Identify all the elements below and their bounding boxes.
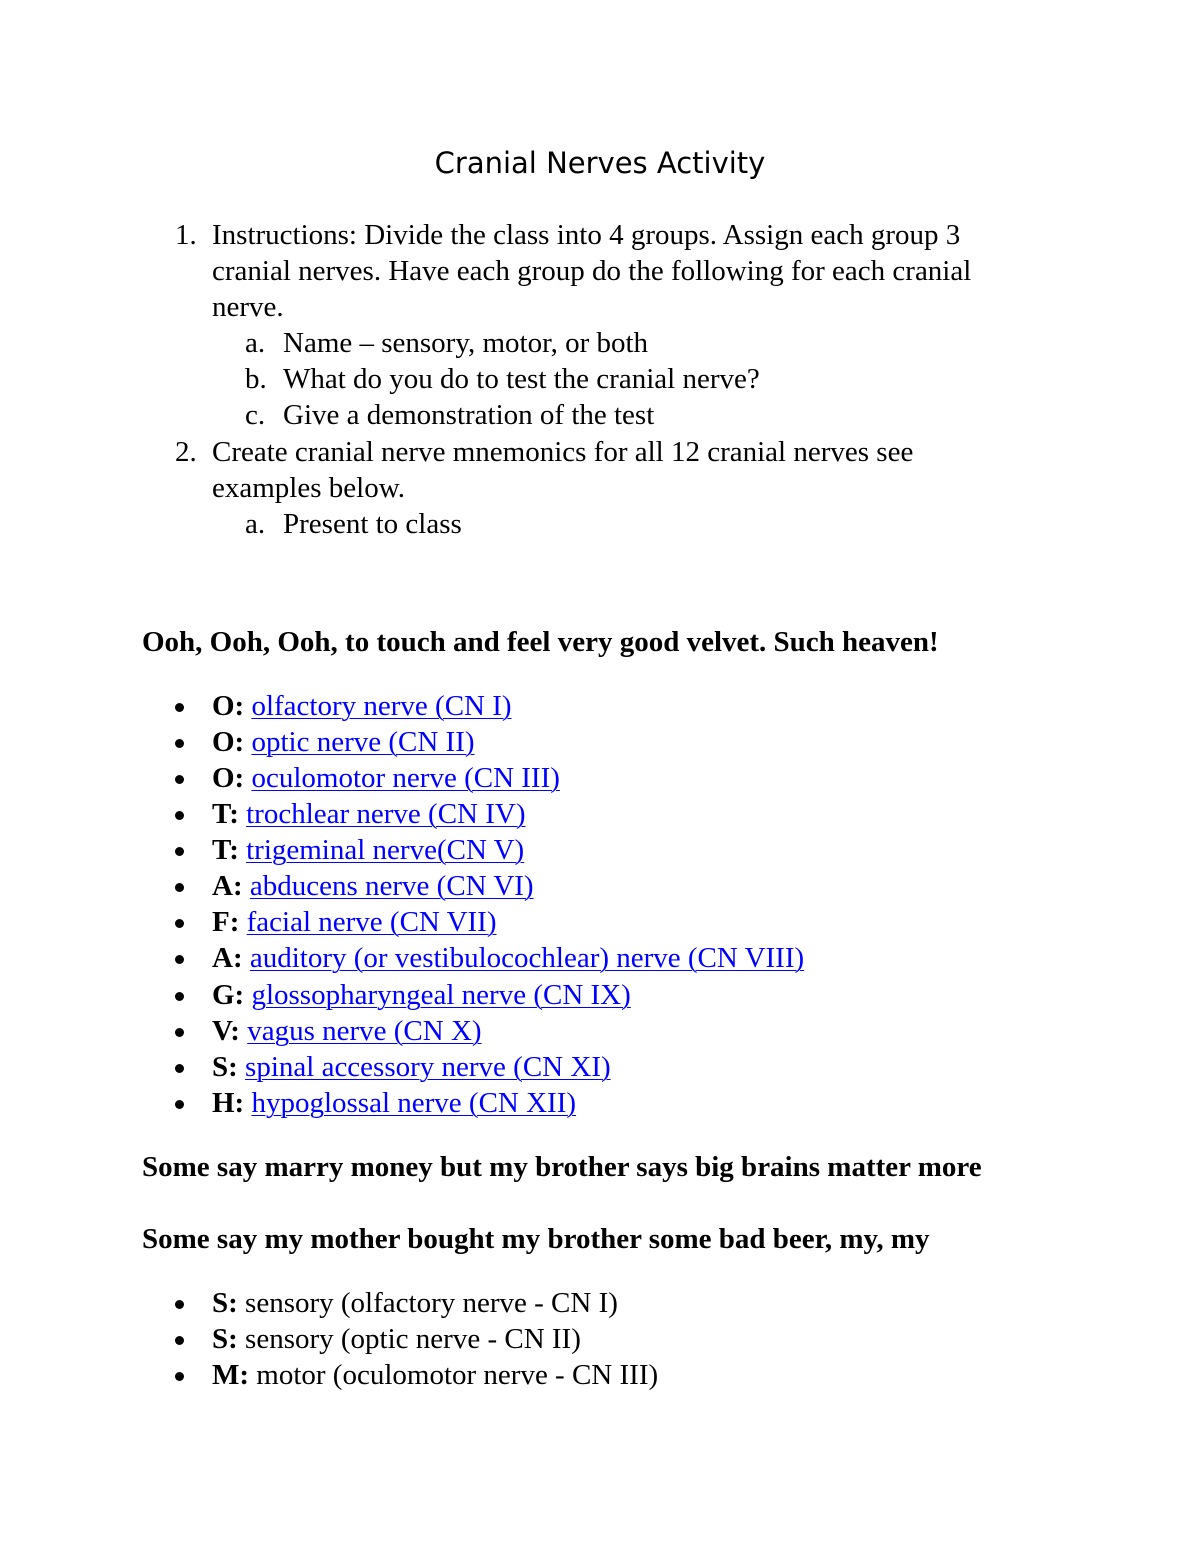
- bullet-icon: [175, 1064, 184, 1073]
- mnemonic-key: F:: [212, 906, 240, 938]
- mnemonic-key: A:: [212, 942, 243, 974]
- subitem-letter-b: b.: [245, 363, 267, 395]
- page-title: Cranial Nerves Activity: [434, 146, 766, 180]
- nerve-link[interactable]: optic nerve (CN II): [251, 726, 475, 758]
- item-number-1: 1.: [175, 219, 197, 251]
- nerve-link[interactable]: trigeminal nerve(CN V): [246, 834, 525, 866]
- instructions-line-2: cranial nerves. Have each group do the following for each cranial: [212, 255, 972, 287]
- nerve-link[interactable]: olfactory nerve (CN I): [251, 690, 512, 722]
- bullet-icon: [175, 1028, 184, 1037]
- bullet-icon: [175, 847, 184, 856]
- bullet-icon: [175, 775, 184, 784]
- bullet-icon: [175, 703, 184, 712]
- mnemonic-key: T:: [212, 834, 239, 866]
- nerve-type-text: sensory (olfactory nerve - CN I): [245, 1287, 618, 1319]
- bullet-icon: [175, 739, 184, 748]
- bullet-icon: [175, 811, 184, 820]
- mnemonic-key: O:: [212, 726, 245, 758]
- mnemonic-key: A:: [212, 870, 243, 902]
- bullet-icon: [175, 883, 184, 892]
- mnemonic-key: S:: [212, 1323, 238, 1355]
- mnemonic-heading-1: Ooh, Ooh, Ooh, to touch and feel very good velvet. Such heaven!: [142, 626, 939, 658]
- nerve-type-text: motor (oculomotor nerve - CN III): [256, 1359, 659, 1391]
- mnemonic-key: H:: [212, 1087, 245, 1119]
- subitem-letter-a: a.: [245, 327, 266, 359]
- bullet-icon: [175, 919, 184, 928]
- nerve-link[interactable]: vagus nerve (CN X): [247, 1015, 482, 1047]
- item2-line-1: Create cranial nerve mnemonics for all 12 cranial nerves see: [212, 436, 914, 468]
- mnemonic-key: S:: [212, 1287, 238, 1319]
- mnemonic-key: M:: [212, 1359, 250, 1391]
- mnemonic-key: O:: [212, 762, 245, 794]
- instructions-line-1: Instructions: Divide the class into 4 groups. Assign each group 3: [212, 219, 961, 251]
- bullet-icon: [175, 1336, 184, 1345]
- subitem-text-a: Name – sensory, motor, or both: [283, 327, 649, 359]
- bullet-icon: [175, 992, 184, 1001]
- item-number-2: 2.: [175, 436, 197, 468]
- nerve-link[interactable]: abducens nerve (CN VI): [249, 870, 534, 902]
- nerve-link[interactable]: trochlear nerve (CN IV): [246, 798, 526, 830]
- bullet-icon: [175, 955, 184, 964]
- nerve-link[interactable]: glossopharyngeal nerve (CN IX): [251, 979, 631, 1011]
- bullet-icon: [175, 1300, 184, 1309]
- mnemonic-heading-3: Some say my mother bought my brother some bad beer, my, my: [142, 1223, 930, 1255]
- nerve-type-text: sensory (optic nerve - CN II): [245, 1323, 581, 1355]
- nerve-link[interactable]: facial nerve (CN VII): [246, 906, 497, 938]
- bullet-icon: [175, 1372, 184, 1381]
- subitem-text-b: What do you do to test the cranial nerve?: [283, 363, 760, 395]
- instructions-line-3: nerve.: [212, 291, 284, 323]
- bullet-icon: [175, 1100, 184, 1109]
- item2-subitem-text-a: Present to class: [283, 508, 462, 540]
- subitem-letter-c: c.: [245, 399, 266, 431]
- mnemonic-key: S:: [212, 1051, 238, 1083]
- mnemonic-key: V:: [212, 1015, 240, 1047]
- nerve-link[interactable]: auditory (or vestibulocochlear) nerve (CN VIII): [249, 942, 805, 974]
- subitem-text-c: Give a demonstration of the test: [283, 399, 655, 431]
- mnemonic-heading-2: Some say marry money but my brother says big brains matter more: [142, 1151, 982, 1183]
- mnemonic-key: G:: [212, 979, 245, 1011]
- item2-line-2: examples below.: [212, 472, 406, 504]
- nerve-link[interactable]: hypoglossal nerve (CN XII): [251, 1087, 577, 1119]
- mnemonic-key: T:: [212, 798, 239, 830]
- nerve-link[interactable]: spinal accessory nerve (CN XI): [245, 1051, 611, 1083]
- item2-subitem-letter-a: a.: [245, 508, 266, 540]
- nerve-link[interactable]: oculomotor nerve (CN III): [251, 762, 560, 794]
- mnemonic-key: O:: [212, 690, 245, 722]
